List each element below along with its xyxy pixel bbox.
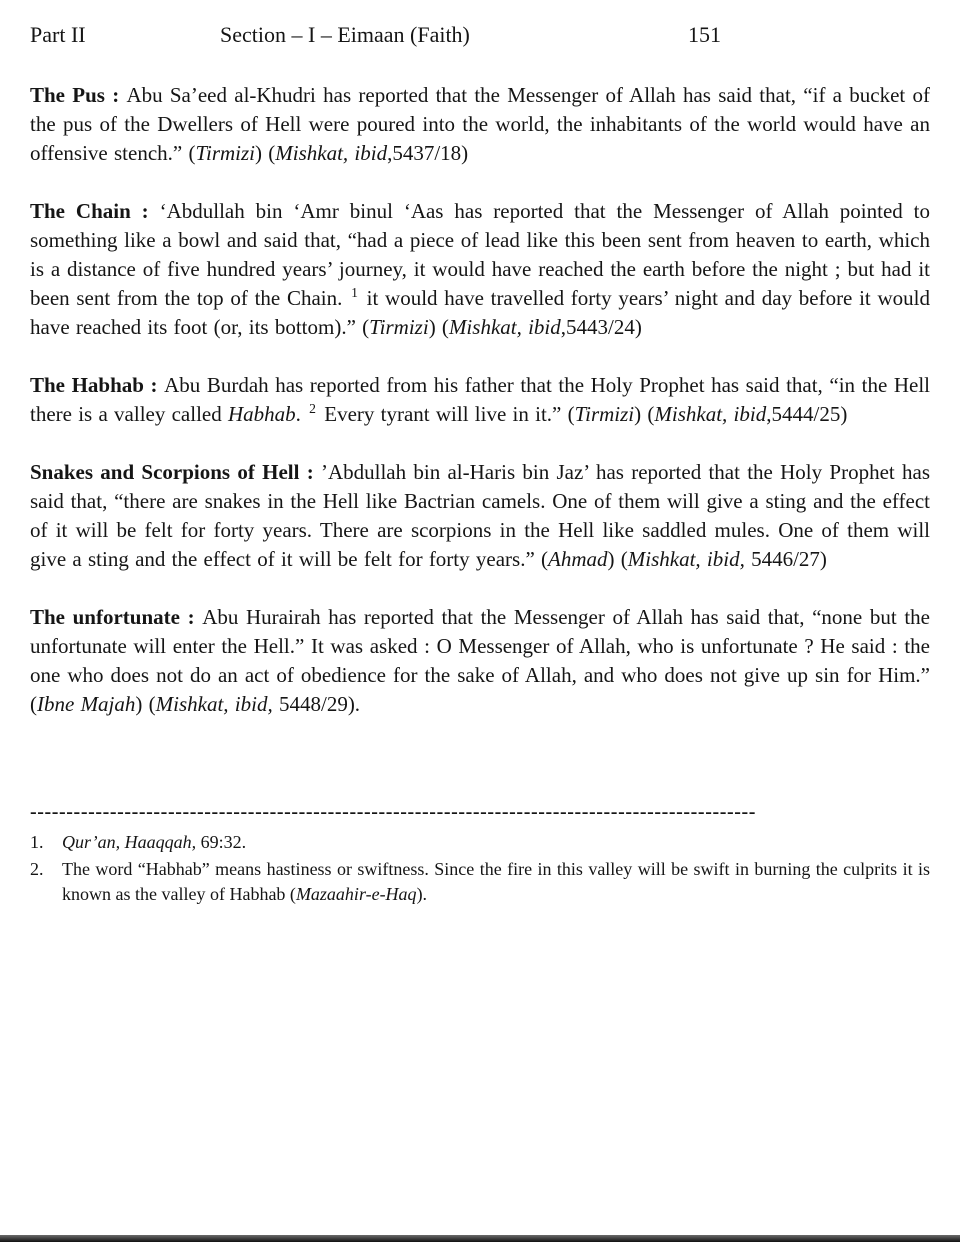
paragraph <box>30 458 930 574</box>
paragraph <box>30 603 930 719</box>
citation-run: Tirmizi <box>369 315 429 339</box>
page-body <box>30 81 930 719</box>
footnotes-section <box>30 830 930 907</box>
citation-run: Ahmad <box>548 547 608 571</box>
text-run: ,5444/25) <box>766 402 848 426</box>
text-run: ) ( <box>255 141 276 165</box>
paragraph-lead-label: The Chain : <box>30 199 160 223</box>
page-header <box>30 22 930 52</box>
text-run: ) ( <box>607 547 628 571</box>
paragraph <box>30 371 930 429</box>
text-run: ) ( <box>634 402 655 426</box>
text-run: ,5437/18) <box>387 141 469 165</box>
footnote-text <box>62 830 930 855</box>
scan-edge-artifact <box>0 1235 960 1242</box>
text-run: Abu Sa’eed al-Khudri has reported that the Messenger of Allah has said that, “if a bucket of the pus of the Dwellers of Hell were poured into the world, the inhabitants of the world would have an offensive stench.” ( <box>30 83 930 165</box>
text-run: ) ( <box>135 692 156 716</box>
citation-run: Mishkat, ibid <box>275 141 388 165</box>
paragraph <box>30 81 930 168</box>
citation-run: Tirmizi <box>574 402 635 426</box>
text-run: ,5443/24) <box>560 315 642 339</box>
citation-run: Mishkat, ibid <box>448 315 561 339</box>
paragraph-lead-label: Snakes and Scorpions of Hell : <box>30 460 321 484</box>
paragraph-lead-label: The Pus : <box>30 83 127 107</box>
paragraph-lead-label: The unfortunate : <box>30 605 203 629</box>
citation-run: Mishkat, ibid, <box>155 692 273 716</box>
text-run: ‘Abdullah bin ‘Amr binul ‘Aas has reported that the Messenger of Allah pointed to something like a bowl and said that, “had a piece of lead like this been sent from heaven to earth, which is a distance of five hundred years’ journey, it would have reached the earth before the night ; but had it been sent from the top of the Chain. <box>30 199 930 310</box>
header-part-label: Part II <box>30 22 86 47</box>
text-run: The word “Habhab” means hastiness or swiftness. Since the fire in this valley will be swift in burning the culprits it is known as the valley of Habhab ( <box>62 859 930 904</box>
citation-run: Mishkat, ibid, <box>627 547 745 571</box>
footnote <box>30 830 930 855</box>
text-run: Every tyrant will live in it.” ( <box>318 402 575 426</box>
page-number: 151 <box>688 22 721 47</box>
footnote-ref: 1 <box>351 285 358 300</box>
text-run: it would have travelled forty years’ night and day before it would have reached its foot (or, its bottom).” ( <box>30 286 930 339</box>
citation-run: Mazaahir-e-Haq <box>295 884 417 904</box>
text-run: . <box>295 402 308 426</box>
text-run: ’Abdullah bin al-Haris bin Jaz’ has reported that the Holy Prophet has said that, “there are snakes in the Hell like Bactrian camels. One of them will give a sting and the effect of it will be felt for forty years. There are scorpions in the Hell like saddled mules. One of them will give a sting and the effect of it will be felt for forty years.” ( <box>30 460 930 571</box>
text-run: ) ( <box>428 315 449 339</box>
footnote-number: 2. <box>30 859 44 879</box>
citation-run: Habhab <box>228 402 296 426</box>
text-run: Abu Hurairah has reported that the Messenger of Allah has said that, “none but the unfortunate will enter the Hell.” It was asked : O Messenger of Allah, who is unfortunate ? He said : the one who does not do an act of obedience for the sake of Allah, and who does not give up sin for Him.” ( <box>30 605 930 716</box>
citation-run: Mishkat, ibid <box>654 402 767 426</box>
footnote-number: 1. <box>30 832 44 852</box>
citation-run: Ibne Majah <box>37 692 136 716</box>
paragraph-lead-label: The Habhab : <box>30 373 165 397</box>
text-run: 5448/29). <box>272 692 361 716</box>
text-run: 5446/27) <box>744 547 827 571</box>
header-section-title: Section – I – Eimaan (Faith) <box>220 22 470 47</box>
citation-run: Tirmizi <box>195 141 256 165</box>
footnote <box>30 857 930 907</box>
paragraph <box>30 197 930 342</box>
text-run: ). <box>416 884 428 904</box>
text-run: Abu Burdah has reported from his father that the Holy Prophet has said that, “in the Hell there is a valley called <box>30 373 930 426</box>
footnote-ref: 2 <box>309 401 316 416</box>
footnote-separator: ---------------------------------------------------------------------------------------------------- <box>30 801 757 823</box>
footnote-text <box>62 857 930 907</box>
citation-run: Qur’an, Haaqqah, <box>62 832 197 852</box>
text-run: 69:32. <box>196 832 247 852</box>
